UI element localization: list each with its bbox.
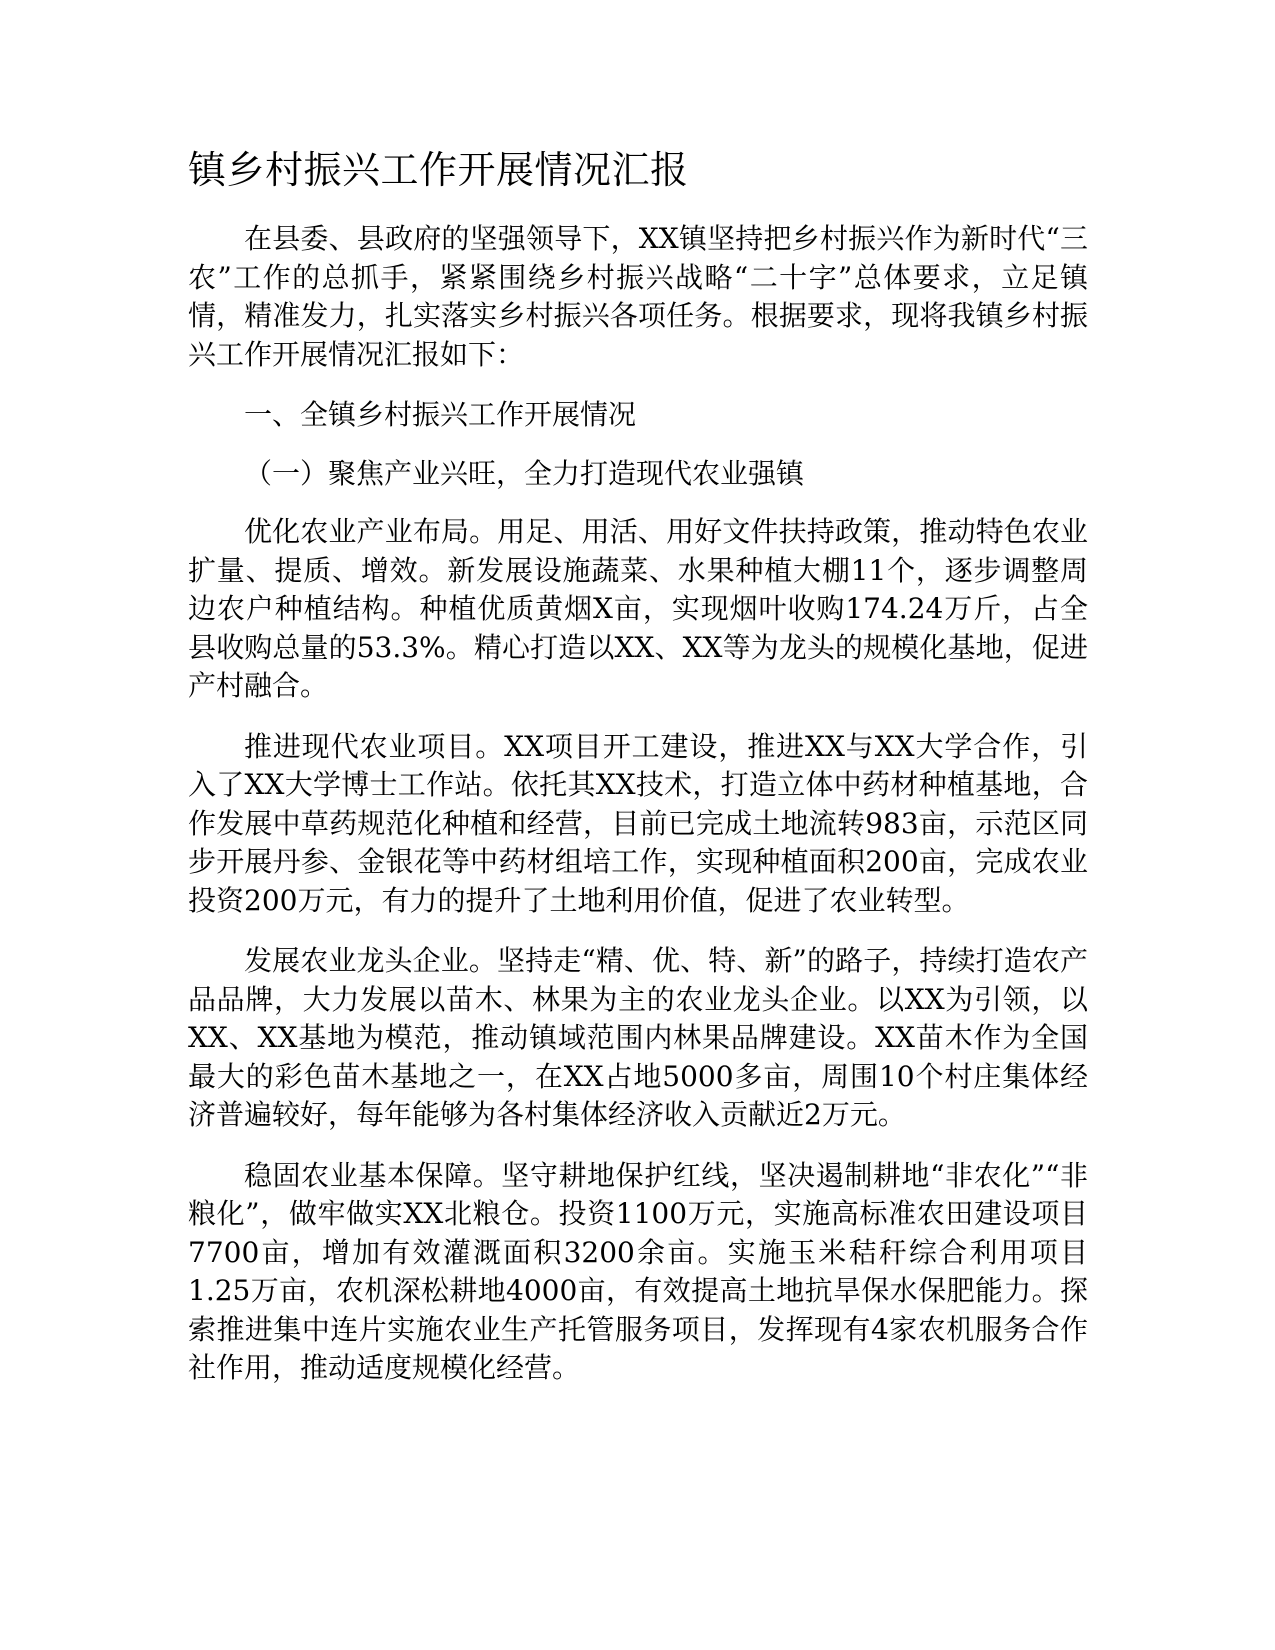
document-body	[188, 146, 1088, 1410]
intro-paragraph: 在县委、县政府的坚强领导下，XX镇坚持把乡村振兴作为新时代“三农”工作的总抓手，紧紧围绕乡村振兴战略“二十字”总体要求，立足镇情，精准发力，扎实落实乡村振兴各项任务。根据要求，现将我镇乡村振兴工作开展情况汇报如下：	[188, 222, 1088, 371]
document-title: 镇乡村振兴工作开展情况汇报	[188, 148, 689, 192]
paragraph-leading-enterprises: 发展农业龙头企业。坚持走“精、优、特、新”的路子，持续打造农产品品牌，大力发展以苗木、林果为主的农业龙头企业。以XX为引领，以XX、XX基地为模范，推动镇域范围内林果品牌建设。XX苗木作为全国最大的彩色苗木基地之一，在XX占地5000多亩，周围10个村庄集体经济普遍较好，每年能够为各村集体经济收入贡献近2万元。	[188, 944, 1088, 1131]
subsection-heading: （一）聚焦产业兴旺，全力打造现代农业强镇	[244, 456, 805, 490]
paragraph-industry-layout: 优化农业产业布局。用足、用活、用好文件扶持政策，推动特色农业扩量、提质、增效。新发展设施蔬菜、水果种植大棚11个，逐步调整周边农户种植结构。种植优质黄烟X亩，实现烟叶收购174.24万斤，占全县收购总量的53.3%。精心打造以XX、XX等为龙头的规模化基地，促进产村融合。	[188, 515, 1088, 702]
paragraph-basic-security: 稳固农业基本保障。坚守耕地保护红线，坚决遏制耕地“非农化”“非粮化”，做牢做实XX北粮仓。投资1100万元，实施高标准农田建设项目7700亩，增加有效灌溉面积3200余亩。实施玉米秸秆综合利用项目1.25万亩，农机深松耕地4000亩，有效提高土地抗旱保水保肥能力。探索推进集中连片实施农业生产托管服务项目，发挥现有4家农机服务合作社作用，推动适度规模化经营。	[188, 1158, 1088, 1384]
section-heading: 一、全镇乡村振兴工作开展情况	[244, 398, 637, 431]
paragraph-modern-agriculture: 推进现代农业项目。XX项目开工建设，推进XX与XX大学合作，引入了XX大学博士工作站。依托其XX技术，打造立体中药材种植基地，合作发展中草药规范化种植和经营，目前已完成土地流转983亩，示范区同步开展丹参、金银花等中药材组培工作，实现种植面积200亩，完成农业投资200万元，有力的提升了土地利用价值，促进了农业转型。	[188, 729, 1088, 917]
